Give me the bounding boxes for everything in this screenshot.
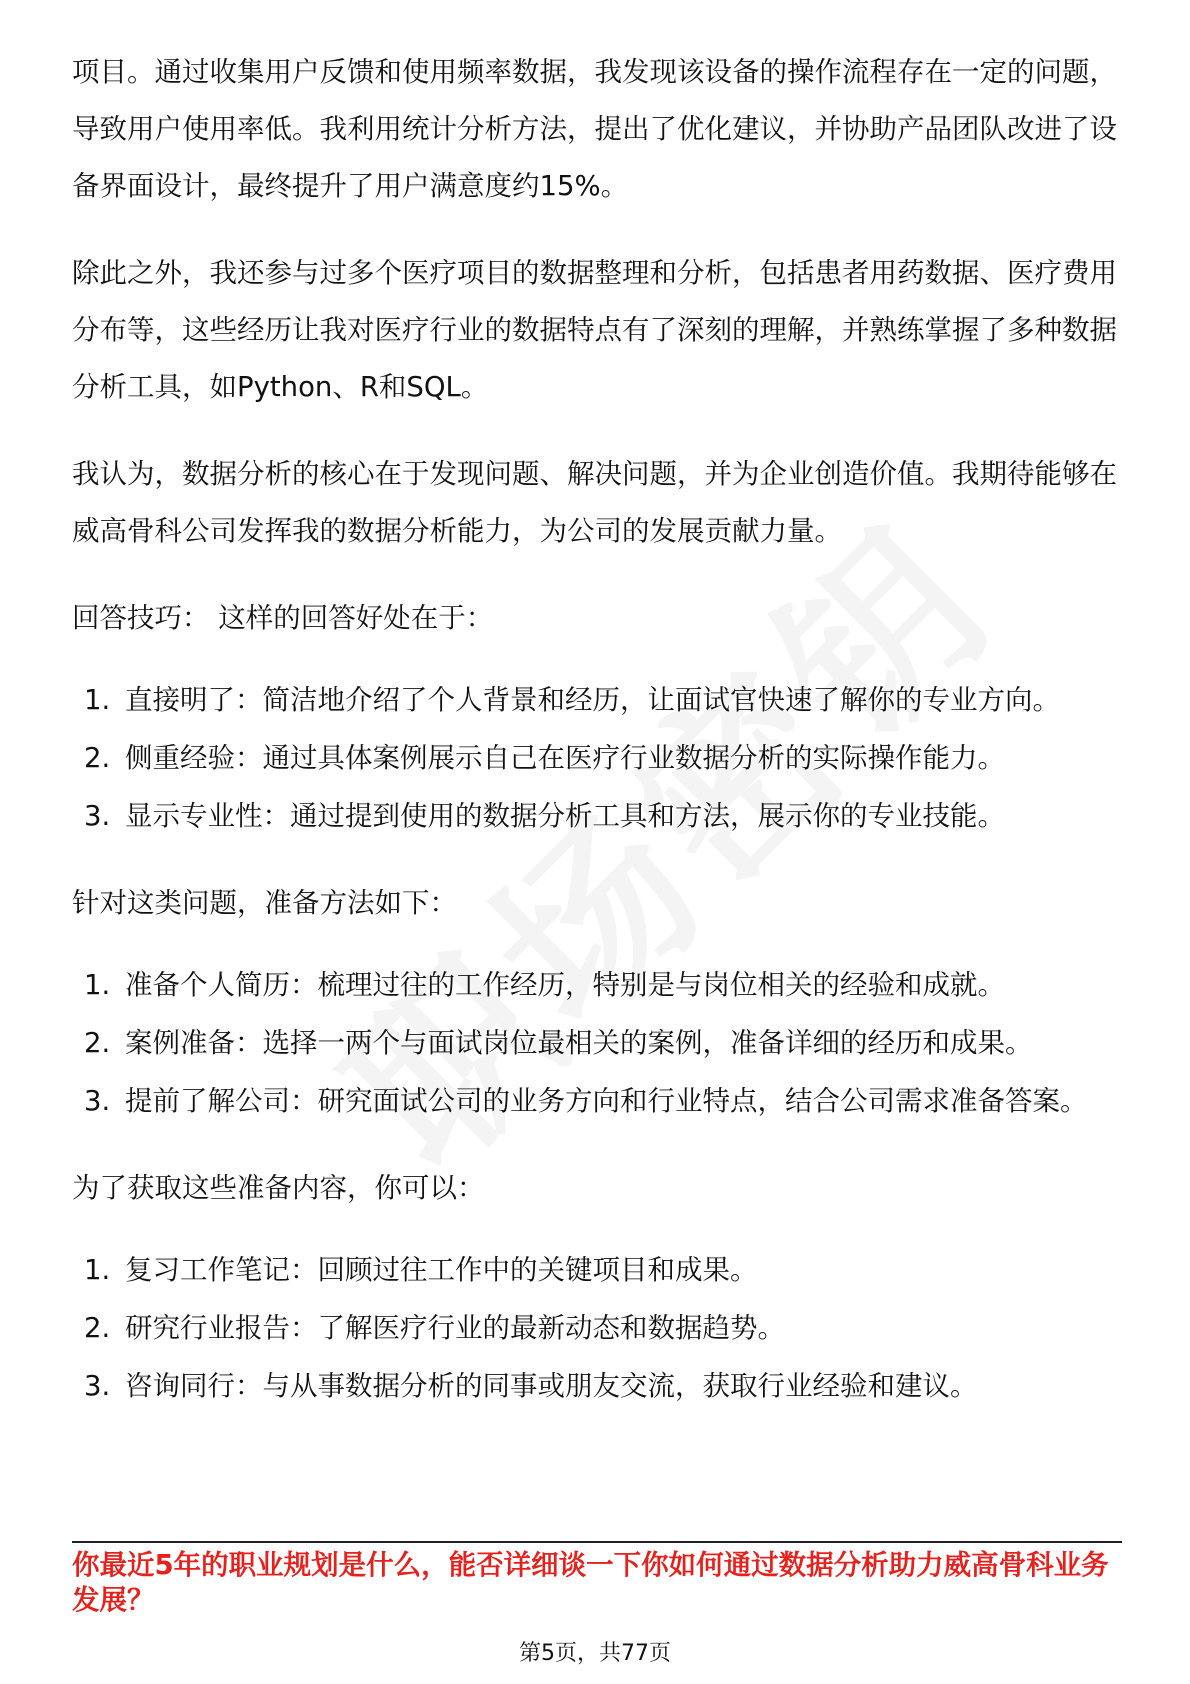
- list-item: 2. 侧重经验：通过具体案例展示自己在医疗行业数据分析的实际操作能力。: [84, 742, 1005, 774]
- prep-heading: 针对这类问题，准备方法如下：: [72, 887, 457, 919]
- page-content: [72, 44, 1122, 1415]
- paragraph-medical-experience: 除此之外，我还参与过多个医疗项目的数据整理和分析，包括患者用药数据、医疗费用分布等，这些经历让我对医疗行业的数据特点有了深刻的理解，并熟练掌握了多种数据分析工具，如Python、R和SQL。: [72, 257, 1117, 403]
- sources-heading: 为了获取这些准备内容，你可以：: [72, 1172, 485, 1204]
- tips-heading: 回答技巧： 这样的回答好处在于：: [72, 602, 494, 634]
- list-item: 1. 直接明了：简洁地介绍了个人背景和经历，让面试官快速了解你的专业方向。: [84, 684, 1060, 716]
- list-item: 1. 准备个人简历：梳理过往的工作经历，特别是与岗位相关的经验和成就。: [84, 969, 1005, 1001]
- paragraph-project-result: 项目。通过收集用户反馈和使用频率数据，我发现该设备的操作流程存在一定的问题，导致用户使用率低。我利用统计分析方法，提出了优化建议，并协助产品团队改进了设备界面设计，最终提升了用户满意度约15%。: [72, 56, 1117, 202]
- next-question-title: 你最近5年的职业规划是什么，能否详细谈一下你如何通过数据分析助力威高骨科业务发展？: [72, 1549, 1109, 1616]
- list-item: 3. 显示专业性：通过提到使用的数据分析工具和方法，展示你的专业技能。: [84, 800, 1005, 832]
- prep-list: [72, 956, 1122, 1130]
- list-item: 1. 复习工作笔记：回顾过往工作中的关键项目和成果。: [84, 1254, 758, 1286]
- tips-list: [72, 671, 1122, 845]
- sources-list: [72, 1241, 1122, 1415]
- list-item: 2. 研究行业报告：了解医疗行业的最新动态和数据趋势。: [84, 1312, 785, 1344]
- list-item: 2. 案例准备：选择一两个与面试岗位最相关的案例，准备详细的经历和成果。: [84, 1027, 1033, 1059]
- section-divider: [72, 1541, 1122, 1543]
- list-item: 3. 咨询同行：与从事数据分析的同事或朋友交流，获取行业经验和建议。: [84, 1370, 978, 1402]
- page-number: 第5页，共77页: [519, 1641, 671, 1666]
- paragraph-conclusion: 我认为，数据分析的核心在于发现问题、解决问题，并为企业创造价值。我期待能够在威高骨科公司发挥我的数据分析能力，为公司的发展贡献力量。: [72, 458, 1117, 547]
- list-item: 3. 提前了解公司：研究面试公司的业务方向和行业特点，结合公司需求准备答案。: [84, 1085, 1088, 1117]
